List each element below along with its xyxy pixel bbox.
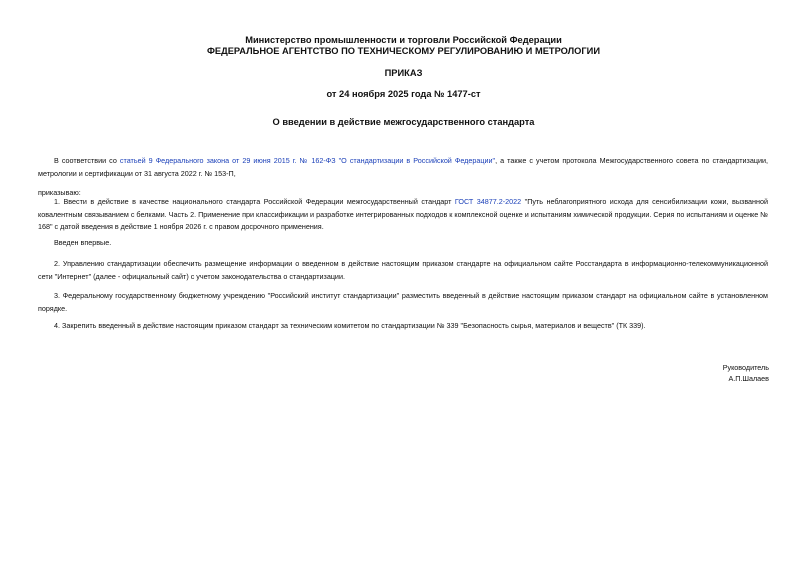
agency-heading: ФЕДЕРАЛЬНОЕ АГЕНТСТВО ПО ТЕХНИЧЕСКОМУ РЕГУЛИРОВАНИЮ И МЕТРОЛОГИИ xyxy=(206,46,601,56)
signature-role: Руководитель xyxy=(722,363,769,372)
preamble-paragraph xyxy=(38,155,768,180)
gost-link[interactable]: ГОСТ 34877.2-2022 xyxy=(454,197,522,206)
preamble-text-before: В соответствии со xyxy=(54,156,120,165)
ministry-heading: Министерство промышленности и торговли Российской Федерации xyxy=(245,35,562,45)
document-type: ПРИКАЗ xyxy=(384,68,423,78)
item-1-paragraph xyxy=(38,196,768,234)
document-date-number: от 24 ноября 2025 года № 1477-ст xyxy=(326,89,481,99)
document-title: О введении в действие межгосударственного стандарта xyxy=(272,117,535,127)
preamble-text-after: , а также с учетом протокола Межгосударственного совета по стандартизации, метрологии и сертификации от 31 августа 2022 г. № 153-П, xyxy=(38,156,768,178)
item-1-text-before: 1. Ввести в действие в качестве национального стандарта Российской Федерации межгосударственный стандарт xyxy=(54,197,455,206)
order-word: приказываю: xyxy=(38,188,81,197)
item-1-text-after: "Путь неблагоприятного исхода для сенсибилизации кожи, вызванной ковалентным связыванием с белками. Часть 2. Применение при классификации и разработке интегрированных подходов к комплексной оценке и испытаниям химической продукции. Серия по испытаниям и оценке № 168" с датой введения в действие 1 ноября 2026 г. с правом досрочного применения. xyxy=(38,197,769,231)
signature-name: А.П.Шалаев xyxy=(728,374,769,383)
item-3-paragraph: 3. Федеральному государственному бюджетному учреждению "Российский институт стандартизации" разместить введенный в действие настоящим приказом стандарт на официальном сайте в установленном порядке. xyxy=(38,291,768,313)
item-2-paragraph: 2. Управлению стандартизации обеспечить размещение информации о введенном в действие настоящим приказом стандарте на официальном сайте Росстандарта в информационно-телекоммуникационной сети "Интернет" (далее - официальный сайт) с учетом законодательства о стандартизации. xyxy=(38,259,768,281)
item-4-paragraph: 4. Закрепить введенный в действие настоящим приказом стандарт за техническим комитетом по стандартизации № 339 "Безопасность сырья, материалов и веществ" (ТК 339). xyxy=(54,321,646,330)
federal-law-link[interactable]: статьей 9 Федерального закона от 29 июня 2015 г. № 162-ФЗ "О стандартизации в Российской Федерации" xyxy=(119,156,496,165)
introduced-note: Введен впервые. xyxy=(54,238,112,247)
